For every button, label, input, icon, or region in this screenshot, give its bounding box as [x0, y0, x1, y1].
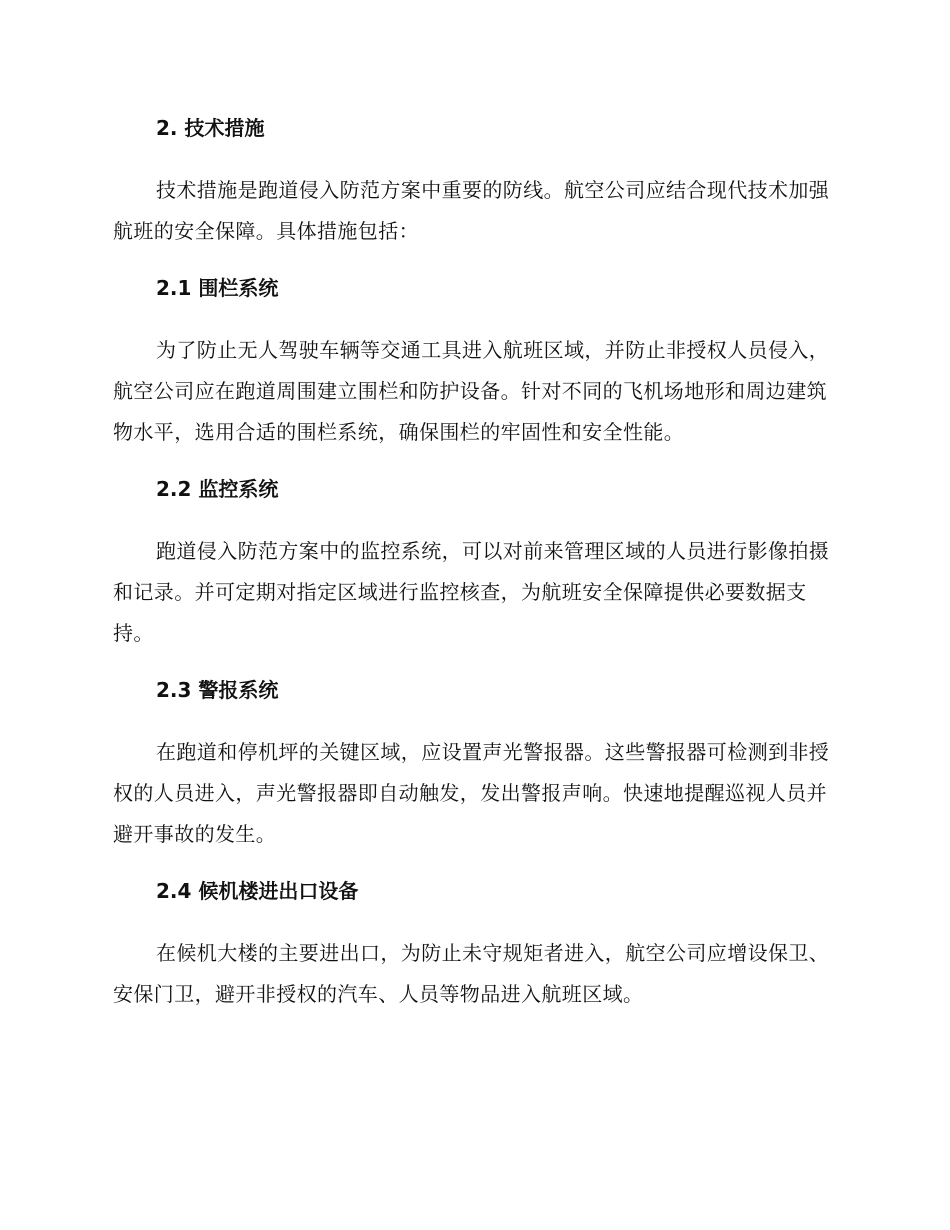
subsection-paragraph-terminal: 在候机大楼的主要进出口，为防止未守规矩者进入，航空公司应增设保卫、安保门卫，避开非授权的汽车、人员等物品进入航班区域。: [113, 941, 830, 1006]
intro-paragraph: 技术措施是跑道侵入防范方案中重要的防线。航空公司应结合现代技术加强航班的安全保障。具体措施包括：: [113, 178, 830, 243]
subsection-paragraph-alarm: 在跑道和停机坪的关键区域，应设置声光警报器。这些警报器可检测到非授权的人员进入，声光警报器即自动触发，发出警报声响。快速地提醒巡视人员并避开事故的发生。: [113, 740, 830, 846]
document-page: [113, 110, 833, 1015]
section-heading: 2. 技术措施: [156, 116, 265, 140]
subsection-heading-monitoring: 2.2 监控系统: [156, 477, 279, 501]
subsection-paragraph-fence: 为了防止无人驾驶车辆等交通工具进入航班区域，并防止非授权人员侵入，航空公司应在跑道周围建立围栏和防护设备。针对不同的飞机场地形和周边建筑物水平，选用合适的围栏系统，确保围栏的牢固性和安全性能。: [113, 338, 830, 444]
subsection-heading-alarm: 2.3 警报系统: [156, 678, 279, 702]
subsection-heading-fence: 2.1 围栏系统: [156, 276, 279, 300]
subsection-heading-terminal: 2.4 候机楼进出口设备: [156, 879, 359, 903]
subsection-paragraph-monitoring: 跑道侵入防范方案中的监控系统，可以对前来管理区域的人员进行影像拍摄和记录。并可定期对指定区域进行监控核查，为航班安全保障提供必要数据支持。: [113, 539, 830, 645]
